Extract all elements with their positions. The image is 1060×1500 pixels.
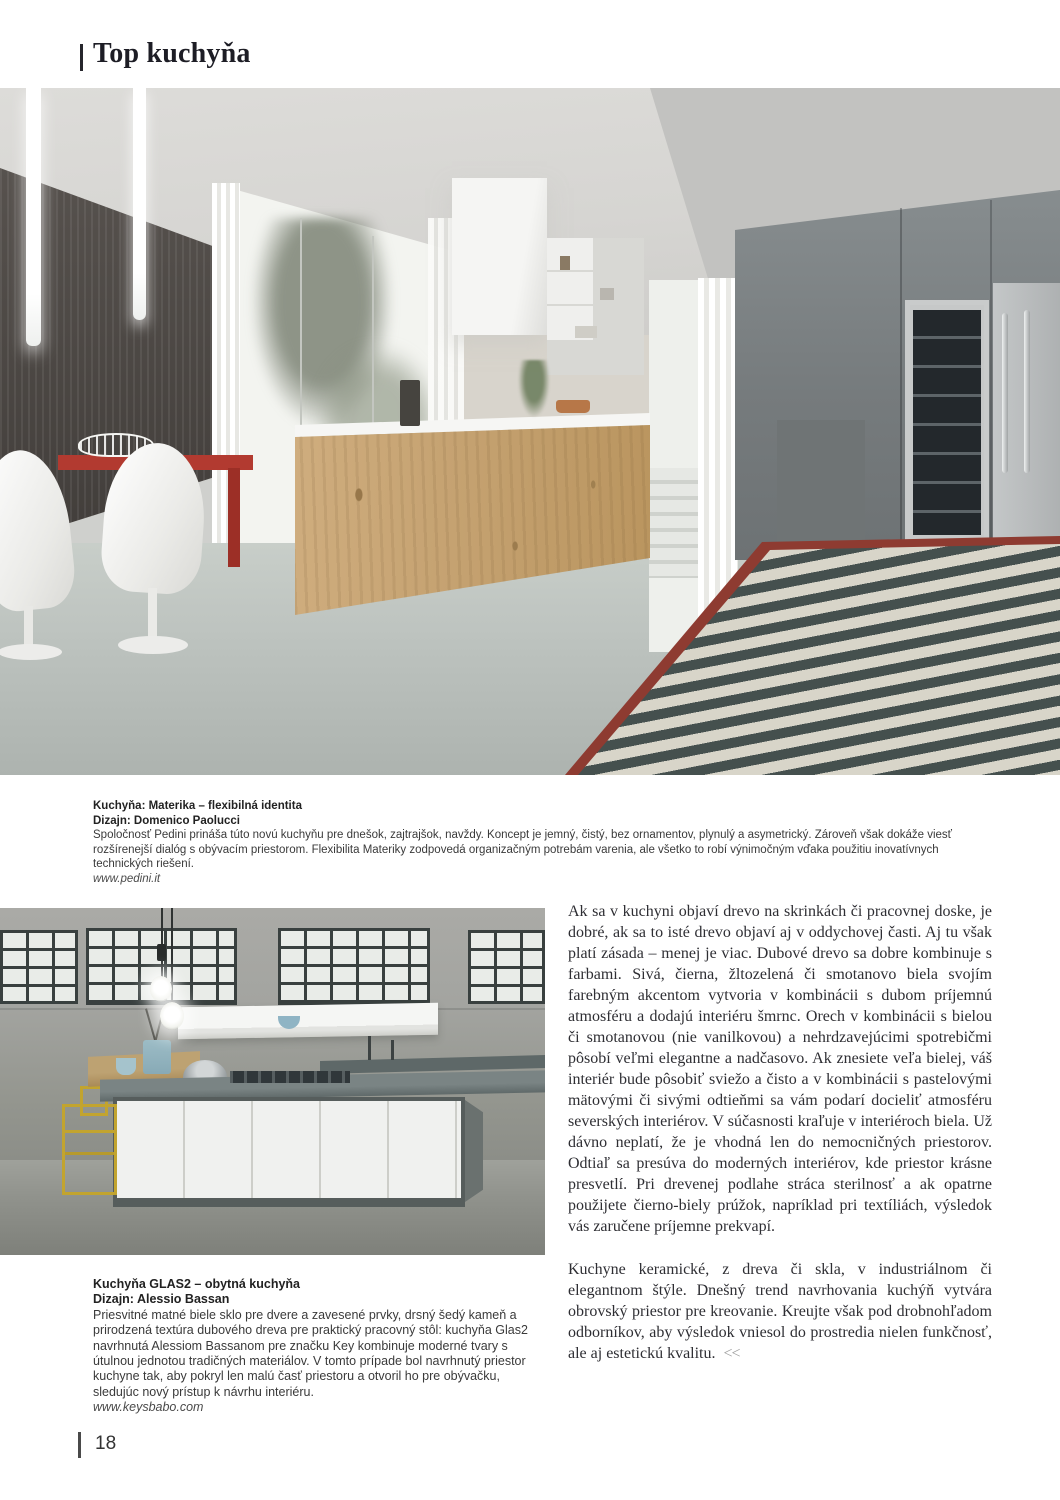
caption-designer: Dizajn: Alessio Bassan: [93, 1292, 230, 1307]
shelf-object: [560, 256, 570, 270]
pendant-bulb: [150, 976, 172, 1002]
blue-cup: [116, 1058, 136, 1075]
gray-door-panel: [777, 420, 865, 560]
coffee-machine: [400, 380, 420, 426]
faucet: [368, 1036, 371, 1060]
caption-body: Spoločnosť Pedini prináša túto novú kuchyňu pre dnešok, zajtrajšok, navždy. Koncept je jemný, čistý, bez ornamentov, plynulý a asymetrický. Zároveň však dokáže viesť rozšírenejší dialóg s obývacím priestorom. Flexibilita Materiky zodpovedá organizačným potrebám varenia, ale všetko to robí výnimočným vďaka použitiu inovatívnych technických riešení.: [93, 829, 952, 871]
kitchen-photo-materika: [0, 88, 1060, 775]
caption-title: Kuchyňa: Materika – flexibilná identita: [93, 800, 302, 812]
kitchen-photo-glas2: [0, 908, 545, 1255]
faucet: [391, 1040, 394, 1060]
article-paragraph-text: Kuchyne keramické, z dreva či skla, v industriálnom či elegantnom štýle. Dnešný trend navrhovania kuchýň vytvára obrovský priestor pre kreovanie. Kreujte však pod drobnohľadom odborníkov, aby výsledok vniesol do prostredia nielen funkčnosť, ale aj estetickú kvalitu.: [568, 1261, 992, 1362]
shelf-object: [575, 326, 597, 338]
island-side-panel: [465, 1100, 483, 1202]
caption-url: www.pedini.it: [93, 872, 161, 885]
bulb-socket: [157, 944, 166, 961]
chair-base: [0, 644, 62, 660]
wine-cooler-glass: [913, 310, 981, 535]
article-paragraph: Ak sa v kuchyni objaví drevo na skrinkách či pracovnej doske, je dobré, ak sa to isté drevo objaví aj v oddychovej časti. Aj tu však platí zásada – menej je viac. Dubové drevo sa dobre kombinuje s farbami. Sivá, čierna, žltozelená či smotanovo biela svojím farebným akcentom vytvoria v kombinácii s dubom príjemnú atmosféru a dodajú interiéru šmrnc. Orech v kombinácii s bielou či smotanovou (nie vanilkovou) a nehrdzavejúcimi spotrebičmi pôsobí veľmi elegantne a nadčasovo. Ak znesiete veľa bielej, váš interiér bude pôsobiť sviežo a čisto a v kombinácii s pastelovými mätovými či sivými odtieňmi sa vám podarí docieliť atmosféru severských interiérov. V súčasnosti kraľuje v interiéroch biela. Už dávno neplatí, že je vhodná len do nemocničných priestorov. Odtiaľ sa presúva do moderných interiérov, kde priestor krásne presvetlí. Pri drevenej podlahe stráca sterilnosť a ak opatrne použijete čierno-biely prúžok, napríklad pri textíliách, výsledok vás zaručene príjemne prekvapí.: [568, 903, 992, 1235]
cabinet-seam: [990, 200, 992, 555]
blue-canister: [143, 1040, 171, 1074]
white-glass-island: [113, 1097, 465, 1207]
caption-title: Kuchyňa GLAS2 – obytná kuchyňa: [93, 1277, 300, 1291]
page-number: 18: [95, 1433, 117, 1454]
caption-url: www.keysbabo.com: [93, 1400, 204, 1415]
caption-glas2: [93, 1277, 548, 1416]
copper-pot: [556, 400, 590, 413]
chair-base: [118, 636, 188, 654]
section-title: Top kuchyňa: [93, 38, 251, 69]
fridge-handle: [1002, 313, 1008, 473]
factory-window: [468, 930, 545, 1004]
pendant-tube-lamp: [26, 88, 41, 346]
caption-materika: [93, 799, 985, 887]
factory-window: [0, 930, 78, 1004]
page-number-rule: [78, 1432, 81, 1458]
article-paragraph: [568, 1259, 992, 1364]
yellow-wire-stool: [62, 1104, 117, 1195]
fridge-handle: [1024, 310, 1030, 473]
caption-body: Priesvitné matné biele sklo pre dvere a zavesené prvky, drsný šedý kameň a prirodzená textúra dubového dreva pre praktický pracovný stôl: kuchyňa Glas2 navrhnutá Alessiom Bassanom pre značku Key kombinuje moderné tvary s útulnou jednotou tradičných materiálov. V tomto prípade bol navrhnutý priestor kuchyne tak, aby pokryl len malú časť priestoru a otvoril ho pre obývačku, sledujúc nový prístup k návrhu interiéru.: [93, 1307, 528, 1399]
plant: [518, 360, 550, 418]
cabinet-seam: [900, 208, 902, 558]
table-leg: [228, 468, 240, 567]
white-wall-shelf: [178, 1003, 438, 1040]
extractor-hood: [452, 178, 547, 335]
caption-designer: Dizajn: Domenico Paolucci: [93, 814, 240, 827]
stool-bar: [65, 1152, 114, 1155]
article-end-mark: <<: [723, 1345, 740, 1362]
pendant-tube-lamp: [133, 88, 146, 320]
article-body: [568, 901, 992, 1364]
section-rule: [80, 44, 83, 71]
factory-window: [278, 928, 430, 1005]
shelf-object: [600, 288, 614, 300]
stool-bar: [65, 1130, 114, 1133]
pendant-bulb: [160, 1002, 184, 1030]
gas-hob: [230, 1071, 350, 1083]
